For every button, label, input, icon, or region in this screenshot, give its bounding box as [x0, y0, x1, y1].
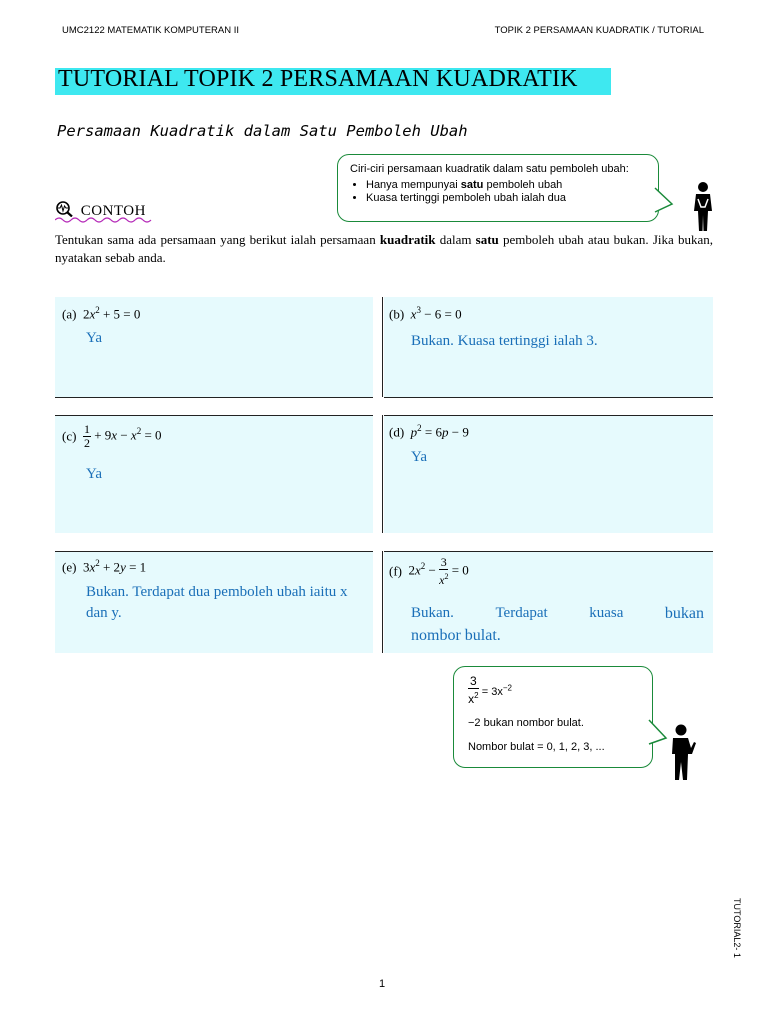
answer-c: Ya: [86, 466, 102, 482]
question-c: (c) $\frac{1}{2}$ + $9x - x^2 = 0$: [62, 422, 162, 450]
answer-e: Bukan. Terdapat dua pemboleh ubah iaitu x dan y.: [86, 584, 348, 621]
question-f: (f) $2x^2$ − $\frac{3}{x^2}$ = 0: [389, 555, 469, 587]
question-a: (a) $2x^2 + 5 = 0$: [62, 305, 141, 322]
side-page-label: TUTORIAL2- 1: [732, 898, 742, 958]
page-title: TUTORIAL TOPIK 2 PERSAMAAN KUADRATIK: [58, 66, 578, 92]
header-topic: TOPIK 2 PERSAMAAN KUADRATIK / TUTORIAL: [494, 25, 704, 36]
question-e: (e) $3x^2 + 2y = 1$: [62, 558, 147, 575]
answer-f-line2: nombor bulat.: [411, 627, 501, 644]
callout2-line2: −2 bukan nombor bulat.: [468, 717, 584, 729]
answer-f-line1: Bukan. Terdapat kuasa bukan: [411, 605, 704, 622]
instruction-text: Tentukan sama ada persamaan yang berikut ialah persamaan kuadratik dalam satu pemboleh ubah atau bukan. Jika bukan, nyatakan sebab anda.: [55, 232, 713, 265]
question-d: (d) $p^2 = 6p - 9$: [389, 423, 469, 440]
callout2-equation: $\frac{3}{x^2}$ = $3x^{-2}$: [468, 674, 512, 706]
magnifier-icon: [55, 201, 77, 217]
callout2-line3: Nombor bulat = 0, 1, 2, 3, ...: [468, 741, 605, 753]
callout-characteristics: [337, 154, 659, 222]
section-subtitle: Persamaan Kuadratik dalam Satu Pemboleh Ubah: [57, 122, 468, 140]
page-number: 1: [379, 978, 386, 990]
answer-b: Bukan. Kuasa tertinggi ialah 3.: [411, 333, 598, 349]
callout-bullet-2: • Kuasa tertinggi pemboleh ubah ialah dua: [366, 192, 646, 205]
wavy-underline: [55, 216, 155, 224]
answer-a: Ya: [86, 330, 102, 346]
person-figure-icon: [688, 181, 718, 233]
callout-lead: Ciri-ciri persamaan kuadratik dalam satu pemboleh ubah:: [350, 163, 629, 175]
contoh-label: CONTOH: [80, 203, 146, 219]
callout-tail: [654, 186, 674, 216]
callout-bullet-1: • Hanya mempunyai satu pemboleh ubah: [366, 179, 646, 192]
question-b: (b) $x^3 - 6 = 0$: [389, 305, 462, 322]
person-figure-icon: [664, 724, 696, 782]
answer-d: Ya: [411, 449, 427, 465]
header-course: UMC2122 MATEMATIK KOMPUTERAN II: [62, 25, 240, 36]
callout-explanation: [453, 666, 653, 768]
